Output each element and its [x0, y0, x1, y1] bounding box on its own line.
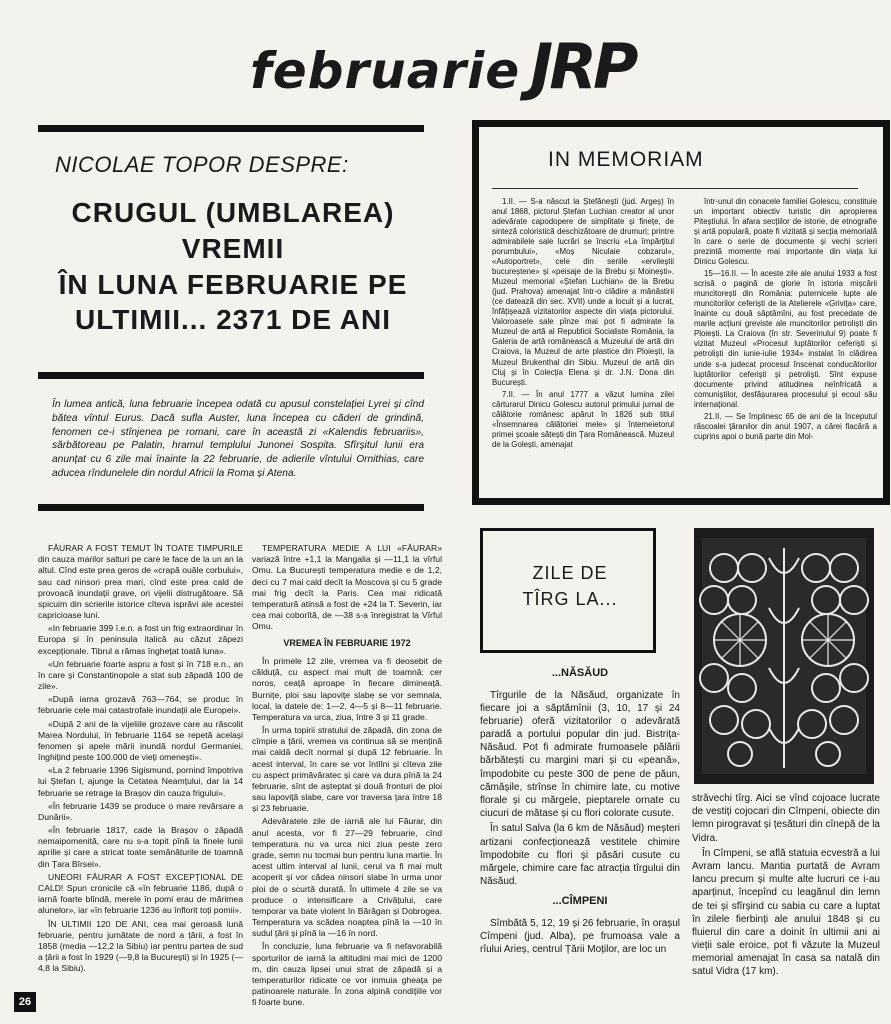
paragraph: «După 2 ani de la vijeliile grozave care au răscolit Marea Nordului, în februarie 1164 se repetă același fenomen și apele mării inundă nordul Germaniei, înghițind peste 100.000 de vieți omenești».: [38, 718, 243, 763]
paragraph: 7.II. — În anul 1777 a văzut lumina zilei cărturarul Dinicu Golescu autorul primului jurnal de călătorie românesc apărut în 1826 sub titlul «Însemnarea călătoriei mele» și întemeietorul primei școale sătești din Țara Românească. Muzeul de la Golești, amenajat: [492, 389, 674, 449]
paragraph: «In februarie 399 î.e.n. a fost un frig extraordinar în Europa și în peninsula italică au căzut zăpezi excepționale. Tibrul a rămas înghețat toată luna».: [38, 623, 243, 656]
paragraph: În Cîmpeni, se află statuia ecvestră a lui Avram Iancu. Mantia purtată de Avram Iancu precum și multe alte lucruri ce i-au aparținut, începînd cu leagănul din lemn de tei și sfîrșind cu sabia cu care a luptat în zilele fierbinți ale anului 1848 și cu fluierul din care a doinit în ultimii ani ai vieții sale eroice, pot fi văzute la Muzeul memorial amenajat în casa sa natală din satul Vidra (17 km).: [692, 847, 880, 978]
memoriam-column-2: [694, 197, 877, 497]
paragraph: 15—16.II. — În aceste zile ale anului 1933 a fost scrisă o pagină de glorie în istoria mișcării muncitorești din România: puternicele lupte ale muncitorilor ceferiști de la Atelierele «Grivița» care, înainte cu două săptămîni, au fost precedate de marile acțiuni greviste ale muncitorilor petroliști din Ploiești. La Craiova (în str. Severinului 9) poate fi vizitat Muzeul «Procesul luptătorilor ceferiști și petroliști din iunie-iulie 1934» instalat în clădirea unde s-a judecat procesul înscenat conducătorilor luptătorilor ceferiști și petroliști. Sînt expuse documente privind atitudinea neînfricată a comuniștilor, desfășurarea procesului și ecoul său internațional.: [694, 269, 877, 409]
paragraph: În concluzie, luna februarie va fi nefavorabilă sporturilor de iarnă la altitudini mai mici de 1200 m, din cauza lipsei unui strat de zăpadă și a temperaturilor ridicate ce vor inmuia gheața pe patinoarele naturale. În zona alpină condițiile vor fi foarte bune.: [252, 941, 442, 1008]
headline-line: ÎN LUNA FEBRUARIE PE: [58, 268, 408, 300]
paragraph: «În februarie 1439 se produce o mare revărsare a Dunării».: [38, 800, 243, 822]
page-number: 26: [14, 992, 36, 1012]
headline-line: ULTIMII... 2371 DE ANI: [74, 304, 392, 336]
zile-column: [480, 660, 680, 1015]
zile-title-line: ZILE DE: [532, 563, 608, 583]
paragraph: Adevăratele zile de iarnă ale lui Făurar, din anul acesta, vor fi 27—29 februarie, cînd temperatura nu va urca nici ziua peste zero grade, semn nu tocmai bun pentru luna martie. În acest ultim interval al lunii, cerul va fi mai mult acoperit și vor cădea ninsori slabe în urma unor ploi de o scurtă durată. În ultimele 4 zile se va produce o intensificare a Crivățului, care temporar va bate violent în Bărăgan și Dobrogea. Temperatura va scădea noaptea pînă la —10 în sudul țării și pînă la —16 în nord.: [252, 816, 442, 939]
paragraph: 1.II. — S-a născut la Ștefănești (jud. Argeș) în anul 1868, pictorul Ștefan Luchian creator al unor adevărate capodopere de simplitate și finețe, de sinteză coloristică deschizătoare de drumuri; printre admirabilele sale lucrări se înscriu «La împărțitul porumbului», «Moș Niculaie cobzarul», «Autoportret», cele din seriile «ervileștii bucureștene» și «peisaje de la Brebu și Moinești». Muzeul memorial «Ștefan Luchian» de la Brebu (jud. Prahova) amenajat într-o clădire a mănăstirii (ce datează din sec. XVII) unde a locuit și a lucrat, înfățișează vizitatorilor aspecte din viața pictorului. Valoroasele sale pînze mai pot fi admirate la Muzeul de artă al Republicii Socialiste România, la Galeria de artă românească a Muzeului de artă din Craiova, la Muzeul de arte plastice din Ploiești, la Muzeul Brukenthal din Sibiu. Muzeul de artă din Cluj și în Colecția Elena și dr. J.N. Dona din București.: [492, 197, 674, 387]
article-column-2: [252, 543, 442, 1018]
divider: [38, 125, 424, 132]
paragraph: «La 2 februarie 1396 Sigismund, pornind împotriva lui Ștefan I, ajunge la Cetatea Neamțului, dar la 14 februarie se retrage la Brașov din cauza frigului».: [38, 765, 243, 798]
paragraph: Tîrgurile de la Năsăud, organizate în fiecare joi a săptămînii (3, 10, 17 și 24 februarie) oferă vizitatorilor o adevărată paradă a portului popular din jud. Bistrița-Năsăud. Pot fi admirate frumoasele pălării bărbătești cu margini mari și cu «peană», împodobite cu peste 300 de pene de păun, cămășile, strînse în chimire late, cu motive florale și cu mărgele, pieptarele ornate cu ciucuri de mătase și cu flori colorate cusute.: [480, 689, 680, 820]
memoriam-column-1: [492, 197, 674, 497]
lace-pattern-image: [694, 528, 874, 784]
paragraph: În primele 12 zile, vremea va fi deosebit de călduță, cu aspect mai mult de toamnă: cer noros, ceață aproape în fiecare dimineață. Burnițe, ploi sau lapovițe slabe se vor semnala, local, la datele de: 1—2, 4—5 și 8—11 februarie. Temperatura va urca, ziua, între 3 și 11 grade.: [252, 656, 442, 722]
divider: [38, 504, 424, 511]
paragraph: străvechi tîrg. Aici se vînd cojoace lucrate de vestiți cojocari din Cîmpeni, obiecte din lemn pirogravat și țesături din cînepă de la Vidra.: [692, 793, 880, 844]
paragraph: ÎN ULTIMII 120 DE ANI, cea mai geroasă lună februarie, pentru jumătate de nord a țării, a fost în 1858 (media —12,2 la Sibiu) iar pentru partea de sud a țării a fost în 1929 (—9,8 la București) și în 1925 (—4,8 la Sibiu).: [38, 918, 243, 974]
article-column-1: [38, 543, 243, 1013]
paragraph: În satul Salva (la 6 km de Năsăud) meșteri artizani confecționează vestitele chimire împodobite cu flori și păsări cusute cu mărgele, chimire care fac atracția tîrgului din Năsăud.: [480, 823, 680, 888]
article-intro: În lumea antică, luna februarie începea odată cu apusul constelației Lyrei și cînd bătea vîntul Eurus. Dacă sufla Auster, luna începea cu căderi de grindină, fenomen ce-i stînjenea pe romani, care în această zi «Kalendis februariis», sărbătoreau pe Palatin, hramul templului Junonei Sospita. Sfîrșitul lunii era anunțat cu 6 zile mai înainte la 22 februarie, de adierile vîntului Ornithias, care aducea rîndunelele din nordul Africii la Roma și Atena.: [52, 399, 424, 479]
paragraph: «După iarna grozavă 763—764, se produc în februarie cele mai catastrofale inundații ale Europei».: [38, 694, 243, 716]
section-subheading: ...CÎMPENI: [552, 895, 608, 908]
section-subheading: VREMEA ÎN FEBRUARIE 1972: [283, 638, 411, 649]
paragraph: Sîmbătă 5, 12, 19 și 26 februarie, în orașul Cîmpeni (jud. Alba), pe frumoasa vale a rîului Arieș, centrul Țării Moților, are loc un: [480, 917, 680, 956]
paragraph: UNEORI FĂURAR A FOST EXCEPȚIONAL DE CALD! Spun cronicile că «în februarie 1186, după o iarnă foarte blîndă, merele în pomi erau de mărimea alunelor», iar «în februarie 1236 au înflorit toți pomii».: [38, 871, 243, 916]
paragraph: TEMPERATURA MEDIE A LUI «FĂURAR» variază între +1,1 la Mangalia și —11,1 la vîrful Omu. La București temperatura medie e de 1,2, deci cu 7 mai cald decît la Moscova și cu 5 grade mai frig decît la Paris. Cea mai ridicată temperatură atinsă a fost de +24 la T. Severin, iar cea mai coborîtă, de —38 s-a înregistrat la Vîrful Omu.: [252, 543, 442, 632]
masthead: [250, 30, 790, 103]
divider: [38, 372, 424, 379]
lace-photo: [694, 528, 874, 784]
headline-line: CRUGUL (UMBLAREA): [71, 197, 395, 228]
divider: [492, 188, 858, 189]
magazine-logo: JRP: [530, 30, 635, 103]
article-headline: [38, 195, 428, 338]
headline-line: VREMII: [181, 232, 285, 264]
masthead-month: februarie: [250, 42, 521, 100]
section-subheading: ...NĂSĂUD: [551, 667, 609, 679]
paragraph: În urma topirii stratului de zăpadă, din zona de cîmpie a țării, vremea va continua să se mențină mai caldă decît normal și după 12 februarie. În acest interval, în care se vor întîlni și cîteva zile cu aspect primăvăratec și care va dura pînă la 24 februarie, sînt de așteptat și două fronturi de ploi sau lapoviță slabe, care vor traversa țara între 18 și 23 februarie.: [252, 725, 442, 814]
paragraph: «În februarie 1817, cade la Brașov o zăpadă nemaipomenită, care nu s-a topit pînă la finele lunii aprilie și care a stricat toate semănăturile de toamnă din Țara Bîrsei».: [38, 825, 243, 869]
paragraph: 21.II. — Se împlinesc 65 de ani de la începutul răscoalei țăranilor din anul 1907, a cărei flacără a cuprins apoi o bună parte din Mol-: [694, 411, 877, 441]
article-byline: NICOLAE TOPOR DESPRE:: [55, 152, 349, 177]
zile-column-right: [692, 792, 880, 1017]
memoriam-title: IN MEMORIAM: [548, 148, 704, 171]
zile-title-line: TÎRG LA...: [522, 589, 618, 610]
paragraph: FĂURAR A FOST TEMUT ÎN TOATE TIMPURILE din cauza marilor salturi pe care le face de la un an la altul. Cînd este prea geros de «crapă ouăle corbului», sau cad ninsori prea mari, cînd este prea cald de provoacă inundații grave, ori vijelii distrugătoare. Să spicuim din scrierile istorice cîteva isprăvi ale acestei capricioase luni.: [38, 543, 243, 621]
zile-title: [490, 560, 650, 612]
paragraph: într-unul din conacele familiei Golescu, constituie un important obiectiv turistic din apropierea Piteștiului. În afara secțiilor de istorie, de etnografie și artă populară, poate fi vizitată și secția memorială în care o serie de documente și vechi scrieri prezintă momente mai importante din viața lui Dinicu Golescu.: [694, 197, 877, 267]
paragraph: «Un februarie foarte aspru a fost și în 718 e.n., an în care și Constantinopole a stat sub zăpadă 100 de zile».: [38, 658, 243, 692]
